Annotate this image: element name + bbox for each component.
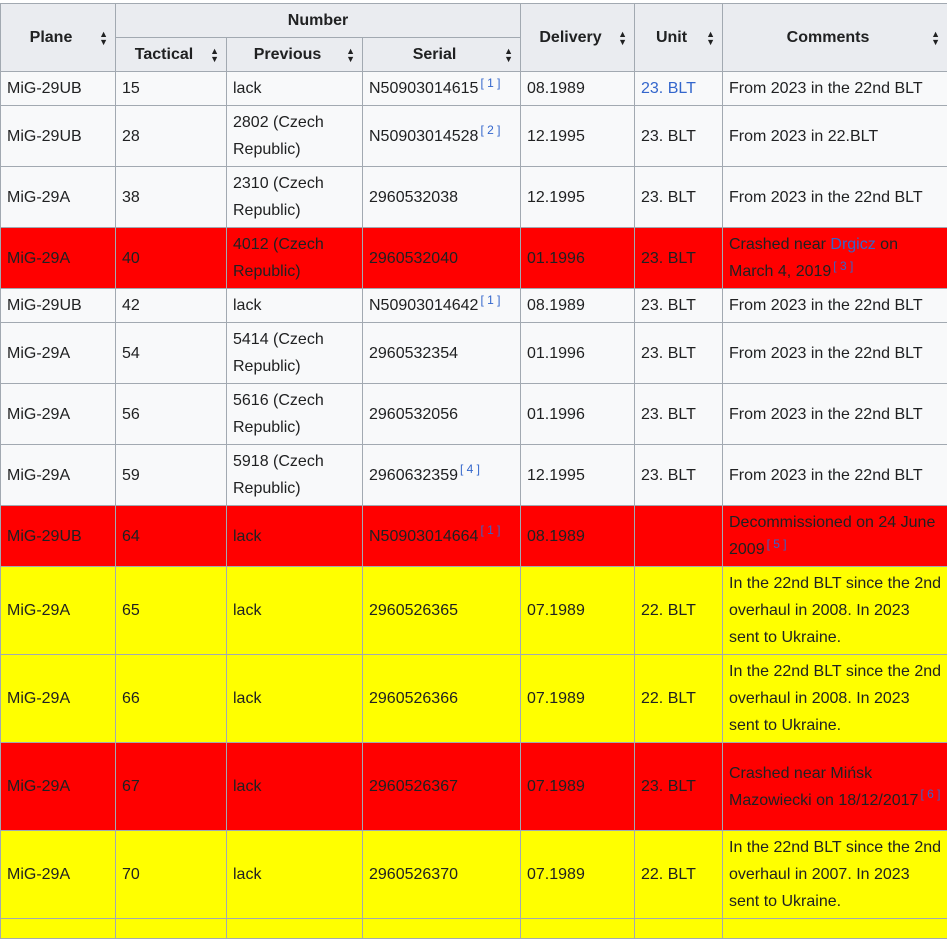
header-tactical[interactable] bbox=[116, 38, 227, 72]
cell-unit: 23. BLT bbox=[635, 743, 723, 831]
cell-serial: 2960526365 bbox=[363, 567, 521, 655]
table-row bbox=[1, 72, 947, 106]
cell-delivery: 01.1996 bbox=[521, 228, 635, 289]
cell-tactical: 15 bbox=[116, 72, 227, 106]
sort-icon: ▲ ▼ bbox=[706, 30, 715, 46]
cell-plane: MiG-29UB bbox=[1, 72, 116, 106]
cell-delivery: 08.1989 bbox=[521, 289, 635, 323]
cell-delivery: 12.1995 bbox=[521, 106, 635, 167]
cell-comment bbox=[723, 743, 947, 831]
cell-comment: From 2023 in the 22nd BLT bbox=[723, 289, 947, 323]
cell-delivery: 07.1989 bbox=[521, 831, 635, 919]
cell-plane: MiG-29A bbox=[1, 228, 116, 289]
sort-icon: ▲ ▼ bbox=[99, 30, 108, 46]
reference-link[interactable]: [ 1 ] bbox=[480, 293, 500, 307]
header-tactical-label: Tactical bbox=[135, 46, 193, 63]
cell-tactical: 70 bbox=[116, 831, 227, 919]
cell-plane: MiG-29A bbox=[1, 167, 116, 228]
cell-plane: MiG-29A bbox=[1, 567, 116, 655]
reference-link[interactable]: [ 5 ] bbox=[767, 537, 787, 551]
serial-value: N50903014528 bbox=[369, 128, 478, 145]
cell-tactical: 54 bbox=[116, 323, 227, 384]
cell-tactical: 67 bbox=[116, 743, 227, 831]
cell-previous: lack bbox=[227, 655, 363, 743]
cell-delivery: 07.1989 bbox=[521, 655, 635, 743]
cell-previous: 5918 (Czech Republic) bbox=[227, 445, 363, 506]
cell-serial: 2960532056 bbox=[363, 384, 521, 445]
cell-previous: 5414 (Czech Republic) bbox=[227, 323, 363, 384]
cell-unit: 23. BLT bbox=[635, 167, 723, 228]
cell-tactical: 40 bbox=[116, 228, 227, 289]
table-row bbox=[1, 506, 947, 567]
header-serial-label: Serial bbox=[413, 46, 457, 63]
cell-delivery: 08.1989 bbox=[521, 72, 635, 106]
cell-tactical: 56 bbox=[116, 384, 227, 445]
cell-tactical: 66 bbox=[116, 655, 227, 743]
cell-tactical: 38 bbox=[116, 167, 227, 228]
serial-value: N50903014642 bbox=[369, 297, 478, 314]
reference-link[interactable]: [ 4 ] bbox=[460, 462, 480, 476]
reference-link[interactable]: [ 2 ] bbox=[480, 123, 500, 137]
header-delivery[interactable] bbox=[521, 4, 635, 72]
cell-tactical: 59 bbox=[116, 445, 227, 506]
cell-tactical: 28 bbox=[116, 106, 227, 167]
header-serial[interactable] bbox=[363, 38, 521, 72]
cell-serial bbox=[363, 445, 521, 506]
cell-unit: 23. BLT bbox=[635, 228, 723, 289]
cell-delivery: 01.1996 bbox=[521, 384, 635, 445]
cell-previous: 5616 (Czech Republic) bbox=[227, 384, 363, 445]
cell-plane: MiG-29A bbox=[1, 445, 116, 506]
serial-value: 2960632359 bbox=[369, 467, 458, 484]
header-delivery-label: Delivery bbox=[539, 29, 601, 46]
cell-comment bbox=[723, 228, 947, 289]
cell-unit: 22. BLT bbox=[635, 567, 723, 655]
cell-comment: From 2023 in the 22nd BLT bbox=[723, 445, 947, 506]
table-row bbox=[1, 106, 947, 167]
header-plane-label: Plane bbox=[30, 29, 73, 46]
cell-previous: lack bbox=[227, 743, 363, 831]
comment-text: Decommissioned on 24 June 2009 bbox=[729, 514, 935, 558]
comment-text: Crashed near bbox=[729, 236, 830, 253]
table-row bbox=[1, 384, 947, 445]
unit-link[interactable]: 23. BLT bbox=[641, 80, 696, 97]
cell-serial bbox=[363, 506, 521, 567]
cell-serial: 2960532354 bbox=[363, 323, 521, 384]
table-row bbox=[1, 919, 947, 939]
cell-unit: 23. BLT bbox=[635, 289, 723, 323]
cell-plane: MiG-29UB bbox=[1, 106, 116, 167]
table-row bbox=[1, 655, 947, 743]
cell-plane: MiG-29A bbox=[1, 743, 116, 831]
cell-delivery: 01.1996 bbox=[521, 323, 635, 384]
header-unit-label: Unit bbox=[656, 29, 687, 46]
cell-comment bbox=[723, 506, 947, 567]
cell-plane: MiG-29A bbox=[1, 655, 116, 743]
cell-comment: From 2023 in the 22nd BLT bbox=[723, 72, 947, 106]
table-row bbox=[1, 323, 947, 384]
cell-previous: lack bbox=[227, 72, 363, 106]
cell-plane: MiG-29UB bbox=[1, 506, 116, 567]
header-number bbox=[116, 4, 521, 38]
serial-value: N50903014664 bbox=[369, 528, 478, 545]
cell-serial: 2960526367 bbox=[363, 743, 521, 831]
header-unit[interactable] bbox=[635, 4, 723, 72]
header-comments-label: Comments bbox=[787, 29, 870, 46]
cell-delivery: 08.1989 bbox=[521, 506, 635, 567]
reference-link[interactable]: [ 1 ] bbox=[480, 76, 500, 90]
cell-serial: 2960526370 bbox=[363, 831, 521, 919]
cell-previous: lack bbox=[227, 567, 363, 655]
cell-delivery: 12.1995 bbox=[521, 445, 635, 506]
cell-tactical: 64 bbox=[116, 506, 227, 567]
header-plane[interactable] bbox=[1, 4, 116, 72]
table-row bbox=[1, 167, 947, 228]
cell-serial: 2960532038 bbox=[363, 167, 521, 228]
table-row bbox=[1, 228, 947, 289]
reference-link[interactable]: [ 6 ] bbox=[920, 787, 940, 801]
sort-icon: ▲ ▼ bbox=[346, 47, 355, 63]
sort-icon: ▲ ▼ bbox=[931, 30, 940, 46]
cell-plane: MiG-29A bbox=[1, 831, 116, 919]
cell-unit: 22. BLT bbox=[635, 831, 723, 919]
reference-link[interactable]: [ 1 ] bbox=[480, 523, 500, 537]
cell-unit: 23. BLT bbox=[635, 323, 723, 384]
cell-previous: 2802 (Czech Republic) bbox=[227, 106, 363, 167]
table-row bbox=[1, 743, 947, 831]
cell-comment: In the 22nd BLT since the 2nd overhaul in 2008. In 2023 sent to Ukraine. bbox=[723, 567, 947, 655]
cell-comment: From 2023 in the 22nd BLT bbox=[723, 167, 947, 228]
cell-previous: lack bbox=[227, 831, 363, 919]
header-previous-label: Previous bbox=[254, 46, 322, 63]
comment-text: on March 4, 2019 bbox=[729, 236, 898, 280]
cell-previous: lack bbox=[227, 289, 363, 323]
cell-unit: 22. BLT bbox=[635, 655, 723, 743]
cell-tactical: 42 bbox=[116, 289, 227, 323]
comment-text: Crashed near Mińsk Mazowiecki on 18/12/2017 bbox=[729, 765, 918, 809]
table-row bbox=[1, 831, 947, 919]
table-row bbox=[1, 445, 947, 506]
cell-plane: MiG-29A bbox=[1, 323, 116, 384]
cell-unit bbox=[635, 506, 723, 567]
cell-comment: In the 22nd BLT since the 2nd overhaul in 2007. In 2023 sent to Ukraine. bbox=[723, 831, 947, 919]
cell-unit: 23. BLT bbox=[635, 106, 723, 167]
table-row bbox=[1, 567, 947, 655]
header-comments[interactable] bbox=[723, 4, 947, 72]
reference-link[interactable]: [ 3 ] bbox=[833, 259, 853, 273]
serial-value: N50903014615 bbox=[369, 80, 478, 97]
cell-serial: 2960526366 bbox=[363, 655, 521, 743]
cell-plane: MiG-29UB bbox=[1, 289, 116, 323]
sort-icon: ▲ ▼ bbox=[504, 47, 513, 63]
cell-unit: 23. BLT bbox=[635, 445, 723, 506]
cell-tactical: 65 bbox=[116, 567, 227, 655]
cell-serial bbox=[363, 72, 521, 106]
cell-unit: 23. BLT bbox=[635, 384, 723, 445]
cell-comment: From 2023 in 22.BLT bbox=[723, 106, 947, 167]
sort-icon: ▲ ▼ bbox=[618, 30, 627, 46]
cell-delivery: 12.1995 bbox=[521, 167, 635, 228]
cell-delivery: 07.1989 bbox=[521, 743, 635, 831]
cell-serial bbox=[363, 106, 521, 167]
cell-serial bbox=[363, 289, 521, 323]
place-link[interactable]: Drgicz bbox=[830, 236, 875, 253]
sort-icon: ▲ ▼ bbox=[210, 47, 219, 63]
header-number-label: Number bbox=[288, 12, 348, 29]
cell-plane: MiG-29A bbox=[1, 384, 116, 445]
cell-previous: lack bbox=[227, 506, 363, 567]
cell-serial: 2960532040 bbox=[363, 228, 521, 289]
cell-previous: 4012 (Czech Republic) bbox=[227, 228, 363, 289]
cell-comment: From 2023 in the 22nd BLT bbox=[723, 384, 947, 445]
cell-comment: From 2023 in the 22nd BLT bbox=[723, 323, 947, 384]
cell-delivery: 07.1989 bbox=[521, 567, 635, 655]
cell-comment: In the 22nd BLT since the 2nd overhaul in 2008. In 2023 sent to Ukraine. bbox=[723, 655, 947, 743]
aircraft-table bbox=[0, 3, 947, 939]
table-row bbox=[1, 289, 947, 323]
header-previous[interactable] bbox=[227, 38, 363, 72]
cell-unit bbox=[635, 72, 723, 106]
cell-previous: 2310 (Czech Republic) bbox=[227, 167, 363, 228]
